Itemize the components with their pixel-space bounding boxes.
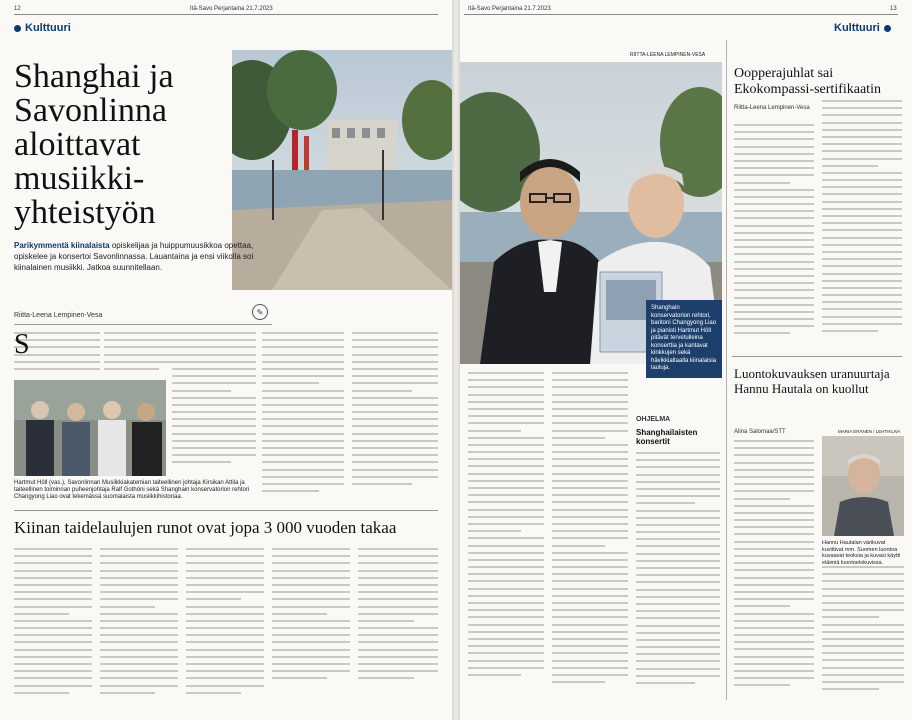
column-divider [726,40,727,700]
lower-column-5 [358,548,438,708]
left-paper-header: Itä-Savo Perjantaina 21.7.2023 [190,6,273,12]
group-photo-caption: Hartmut Höll (vas.), Savonlinnan Musiikkiakatemian taiteellinen johtaja Kirsikan Attila ja taiteellinen toiminnan puheenjohtaja Ralf Gothóni sekä Shanghain konservatorion rehtori Changyong Liao ovat tekemässä suomalaista musiikkihistoriaa. [14,480,250,500]
right-section-label [834,22,891,34]
section-title: Kulttuuri [25,22,71,34]
pen-icon: ✎ [252,304,268,320]
main-headline: Shanghai ja Savonlinna aloittavat musiikki-yhteistyön [14,58,174,231]
obit-column-2 [822,566,904,702]
right-page-number: 13 [890,6,897,12]
program-title: Shanghailaisten konsertit [636,428,698,446]
main-photo-credit: RIITTA-LEENA LEMPINEN-VESA [630,52,706,58]
opera-column-1 [734,124,814,348]
program-list [636,452,720,702]
program-label: OHJELMA [636,416,671,423]
obit-photo-graphic [822,436,904,536]
page-gutter [452,0,460,720]
obit-column-1 [734,440,814,702]
obit-photo-credit: MARIA ERÄNEN / LEHTIKUVA [838,429,901,434]
obit-photo [822,436,904,536]
opera-column-2 [822,100,902,348]
body-column-4 [352,332,438,502]
left-byline: Riitta-Leena Lempinen-Vesa [14,312,103,319]
portrait-body-column-1 [468,372,544,702]
right-paper-header: Itä-Savo Perjantaina 21.7.2023 [468,6,551,12]
lead-paragraph [14,240,274,273]
byline-divider [14,324,272,325]
drop-cap: S [14,332,30,360]
body-column-3 [262,332,344,502]
lower-column-2 [100,548,178,708]
obit-byline: Alina Salomaa/STT [734,429,786,435]
opera-obit-divider [732,356,902,357]
right-page [460,0,912,720]
portrait-body-column-2 [552,372,628,702]
top-rule-right [464,14,898,15]
left-page-number: 12 [14,6,21,12]
obit-caption: Hannu Hautalan värikuvat kuvittivat mm. Suomen luontoa kuvaavat teoksia ja kuvasi käytti eläimiä luontoelokuvissa. [822,540,901,566]
obit-headline: Luontokuvauksen uranuurtaja Hannu Hautala on kuollut [734,366,890,396]
top-rule [14,14,438,15]
portrait-caption: Shanghain konservatorion rehtori, baritoni Changyong Liao ja pianisti Hartmut Höll pitävät tervetulleina konserttia ja kantavat kinkkujen sekä hävikkialtaalla kiinalaisia lauluja. [646,300,722,378]
opera-byline: Riitta-Leena Lempinen-Vesa [734,105,810,111]
lower-column-1 [14,548,92,708]
second-headline: Kiinan taidelaulujen runot ovat jopa 3 000 vuoden takaa [14,518,397,537]
body-column-1a [14,332,100,380]
lead-text: opiskelijaa ja huippumuusikkoa opettaa, opiskelee ja konsertoi Savonlinnassa. Lauantaina ja ensi viikolla soi kiinalainen musiikki. Jatkoa suunnitellaan. [14,241,254,272]
article-divider [14,510,438,511]
right-section-dot-icon [884,25,891,32]
lower-column-3 [186,548,264,708]
section-dot-icon [14,25,21,32]
lower-column-4 [272,548,350,708]
right-section-title: Kulttuuri [834,22,880,34]
group-photo-graphic [14,380,166,476]
group-photo [14,380,166,476]
left-page [0,0,452,720]
opera-headline: Oopperajuhlat sai Ekokompassi-sertifikaatin [734,66,881,97]
body-column-1b [104,332,182,376]
lead-bold: Parikymmentä kiinalaista [14,241,110,250]
section-label [14,22,71,34]
body-column-2 [172,332,256,472]
